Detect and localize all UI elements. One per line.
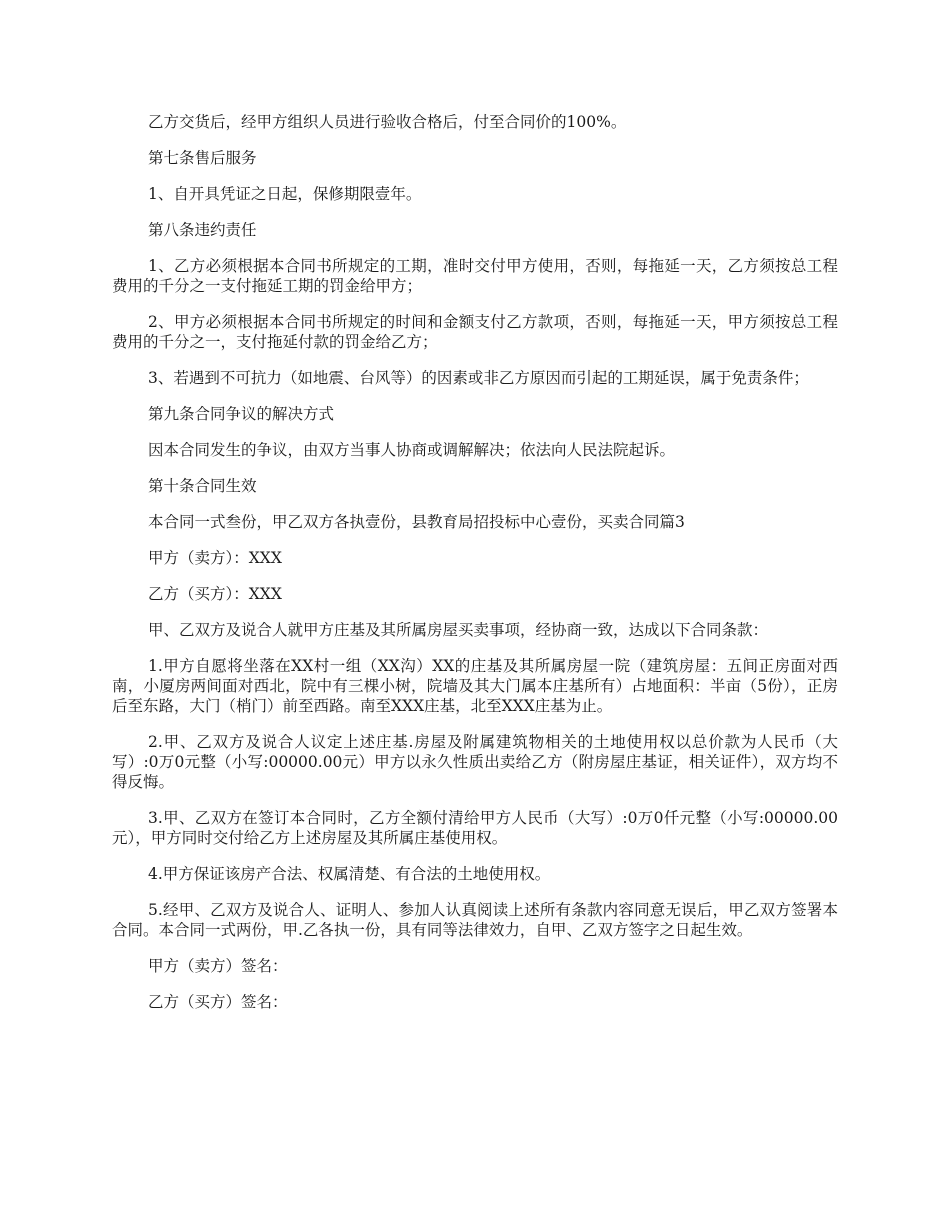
clause-3: 3.甲、乙双方在签订本合同时，乙方全额付清给甲方人民币（大写）:0万0仟元整（小写:00000.00元），甲方同时交付给乙方上述房屋及其所属庄基使用权。 xyxy=(112,809,838,847)
clause-1: 1.甲方自愿将坐落在XX村一组（XX沟）XX的庄基及其所属房屋一院（建筑房屋：五间正房面对西南，小厦房两间面对西北，院中有三棵小树，院墙及其大门属本庄基所有）占地面积：半亩（5份），正房后至东路，大门（梢门）前至西路。南至XXX庄基，北至XXX庄基为止。 xyxy=(112,657,838,715)
paragraph-dispute: 因本合同发生的争议，由双方当事人协商或调解解决；依法向人民法院起诉。 xyxy=(148,441,676,459)
paragraph-preamble: 甲、乙双方及说合人就甲方庄基及其所属房屋买卖事项，经协商一致，达成以下合同条款： xyxy=(148,621,769,639)
heading-article-10: 第十条合同生效 xyxy=(148,477,257,495)
paragraph-warranty: 1、自开具凭证之日起，保修期限壹年。 xyxy=(148,185,422,203)
signature-party-a: 甲方（卖方）签名： xyxy=(148,957,288,975)
clause-2: 2.甲、乙双方及说合人议定上述庄基.房屋及附属建筑物相关的土地使用权以总价款为人民币（大写）:0万0元整（小写:00000.00元）甲方以永久性质出卖给乙方（附房屋庄基证，相关证件），双方均不得反悔。 xyxy=(112,733,838,791)
paragraph-copies: 本合同一式叁份，甲乙双方各执壹份，县教育局招投标中心壹份，买卖合同篇3 xyxy=(148,513,685,531)
document-page xyxy=(112,112,838,1028)
paragraph-breach-1: 1、乙方必须根据本合同书所规定的工期，准时交付甲方使用，否则，每拖延一天，乙方须按总工程费用的千分之一支付拖延工期的罚金给甲方； xyxy=(112,257,838,295)
party-a-line: 甲方（卖方）：XXX xyxy=(148,549,282,567)
paragraph-breach-2: 2、甲方必须根据本合同书所规定的时间和金额支付乙方款项，否则，每拖延一天，甲方须按总工程费用的千分之一，支付拖延付款的罚金给乙方； xyxy=(112,313,838,351)
heading-article-7: 第七条售后服务 xyxy=(148,149,257,167)
signature-party-b: 乙方（买方）签名： xyxy=(148,993,288,1011)
paragraph-payment-final: 乙方交货后，经甲方组织人员进行验收合格后，付至合同价的100%。 xyxy=(148,113,627,131)
paragraph-breach-3: 3、若遇到不可抗力（如地震、台风等）的因素或非乙方原因而引起的工期延误，属于免责条件； xyxy=(148,369,809,387)
heading-article-9: 第九条合同争议的解决方式 xyxy=(148,405,335,423)
heading-article-8: 第八条违约责任 xyxy=(148,221,257,239)
clause-5: 5.经甲、乙双方及说合人、证明人、参加人认真阅读上述所有条款内容同意无误后，甲乙双方签署本合同。本合同一式两份，甲.乙各执一份，具有同等法律效力，自甲、乙双方签字之日起生效。 xyxy=(112,901,838,939)
clause-4: 4.甲方保证该房产合法、权属清楚、有合法的土地使用权。 xyxy=(148,865,551,883)
party-b-line: 乙方（买方）：XXX xyxy=(148,585,282,603)
